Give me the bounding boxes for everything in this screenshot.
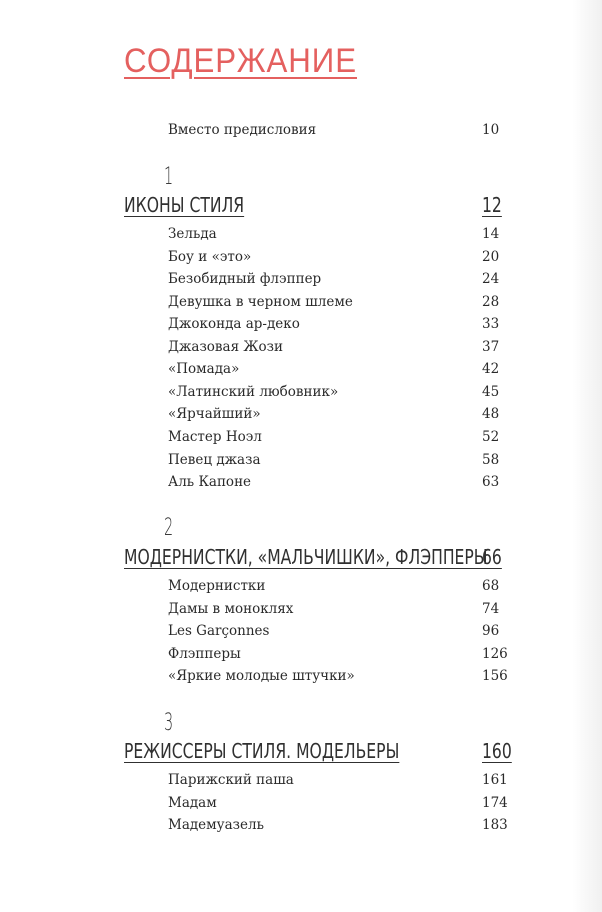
toc-entry-page: 20 [482, 249, 500, 265]
toc-entry-page: 37 [482, 339, 500, 355]
toc-entry-page: 33 [482, 316, 500, 332]
toc-entry[interactable] [168, 621, 510, 641]
toc-entry-page: 14 [482, 226, 500, 242]
part-1-page: 12 [482, 193, 502, 217]
toc-entry-label: Зельда [168, 226, 217, 242]
part-3-page: 160 [482, 739, 512, 763]
toc-entry-page: 126 [482, 646, 508, 662]
toc-entry-page: 58 [482, 452, 500, 468]
toc-entry-page: 174 [482, 795, 508, 811]
toc-entry-label: Мастер Ноэл [168, 429, 262, 445]
toc-entry[interactable] [168, 666, 510, 686]
toc-entry-label: Парижский паша [168, 772, 294, 788]
toc-entry[interactable] [168, 793, 510, 813]
toc-entry-label: «Яркие молодые штучки» [168, 668, 355, 684]
toc-entry[interactable] [168, 292, 510, 312]
toc-entry[interactable] [168, 224, 510, 244]
toc-entry-label: Джоконда ар-деко [168, 316, 300, 332]
toc-entry[interactable] [168, 404, 510, 424]
toc-entry-page: 161 [482, 772, 508, 788]
toc-entry-page: 48 [482, 406, 500, 422]
part-2-page: 66 [482, 545, 502, 569]
toc-entry-label: Аль Капоне [168, 474, 252, 490]
toc-entry[interactable] [168, 576, 510, 596]
toc-entry-page: 74 [482, 601, 500, 617]
toc-entry-label: Безобидный флэппер [168, 271, 322, 287]
toc-entry-label: Певец джаза [168, 452, 261, 468]
toc-entry-page: 63 [482, 474, 500, 490]
toc-entry-page: 183 [482, 817, 508, 833]
part-1-number: 1 [164, 162, 174, 190]
toc-entry-label: Девушка в черном шлеме [168, 294, 353, 310]
toc-entry[interactable] [168, 427, 510, 447]
toc-entry-page: 42 [482, 361, 500, 377]
toc-entry[interactable] [168, 337, 510, 357]
toc-entry[interactable] [168, 247, 510, 267]
toc-entry-label: Флэпперы [168, 646, 241, 662]
toc-entry-label: Дамы в моноклях [168, 601, 294, 617]
toc-entry-page: 10 [482, 122, 500, 138]
toc-entry-label: Les Garçonnes [168, 623, 270, 639]
toc-entry[interactable] [168, 472, 510, 492]
toc-entry-page: 28 [482, 294, 500, 310]
toc-entry[interactable] [168, 644, 510, 664]
toc-entry-label: «Латинский любовник» [168, 384, 339, 400]
toc-entry[interactable] [168, 269, 510, 289]
toc-entry-page: 24 [482, 271, 500, 287]
page-title: СОДЕРЖАНИЕ [124, 42, 357, 80]
toc-entry-page: 156 [482, 668, 508, 684]
toc-entry-intro[interactable] [168, 120, 510, 140]
toc-entry[interactable] [168, 450, 510, 470]
toc-entry[interactable] [168, 359, 510, 379]
part-3-number: 3 [164, 708, 174, 736]
page-edge-shadow [572, 0, 602, 912]
part-2-title[interactable]: МОДЕРНИСТКИ, «МАЛЬЧИШКИ», ФЛЭППЕРЫ [124, 545, 488, 569]
toc-entry-page: 68 [482, 578, 500, 594]
toc-entry-label: Мадемуазель [168, 817, 264, 833]
toc-entry-page: 52 [482, 429, 500, 445]
toc-entry-page: 96 [482, 623, 500, 639]
toc-entry-page: 45 [482, 384, 500, 400]
part-3-title[interactable]: РЕЖИССЕРЫ СТИЛЯ. МОДЕЛЬЕРЫ [124, 739, 400, 763]
toc-entry[interactable] [168, 382, 510, 402]
toc-entry[interactable] [168, 770, 510, 790]
toc-entry-label: «Ярчайший» [168, 406, 261, 422]
part-1-title[interactable]: ИКОНЫ СТИЛЯ [124, 193, 245, 217]
toc-entry-label: Модернистки [168, 578, 266, 594]
toc-entry[interactable] [168, 815, 510, 835]
toc-entry-label: «Помада» [168, 361, 240, 377]
toc-entry-label: Боу и «это» [168, 249, 252, 265]
toc-entry-label: Джазовая Жози [168, 339, 284, 355]
toc-entry[interactable] [168, 314, 510, 334]
part-2-number: 2 [164, 513, 174, 541]
toc-entry[interactable] [168, 599, 510, 619]
toc-entry-label: Вместо предисловия [168, 122, 317, 138]
toc-entry-label: Мадам [168, 795, 217, 811]
